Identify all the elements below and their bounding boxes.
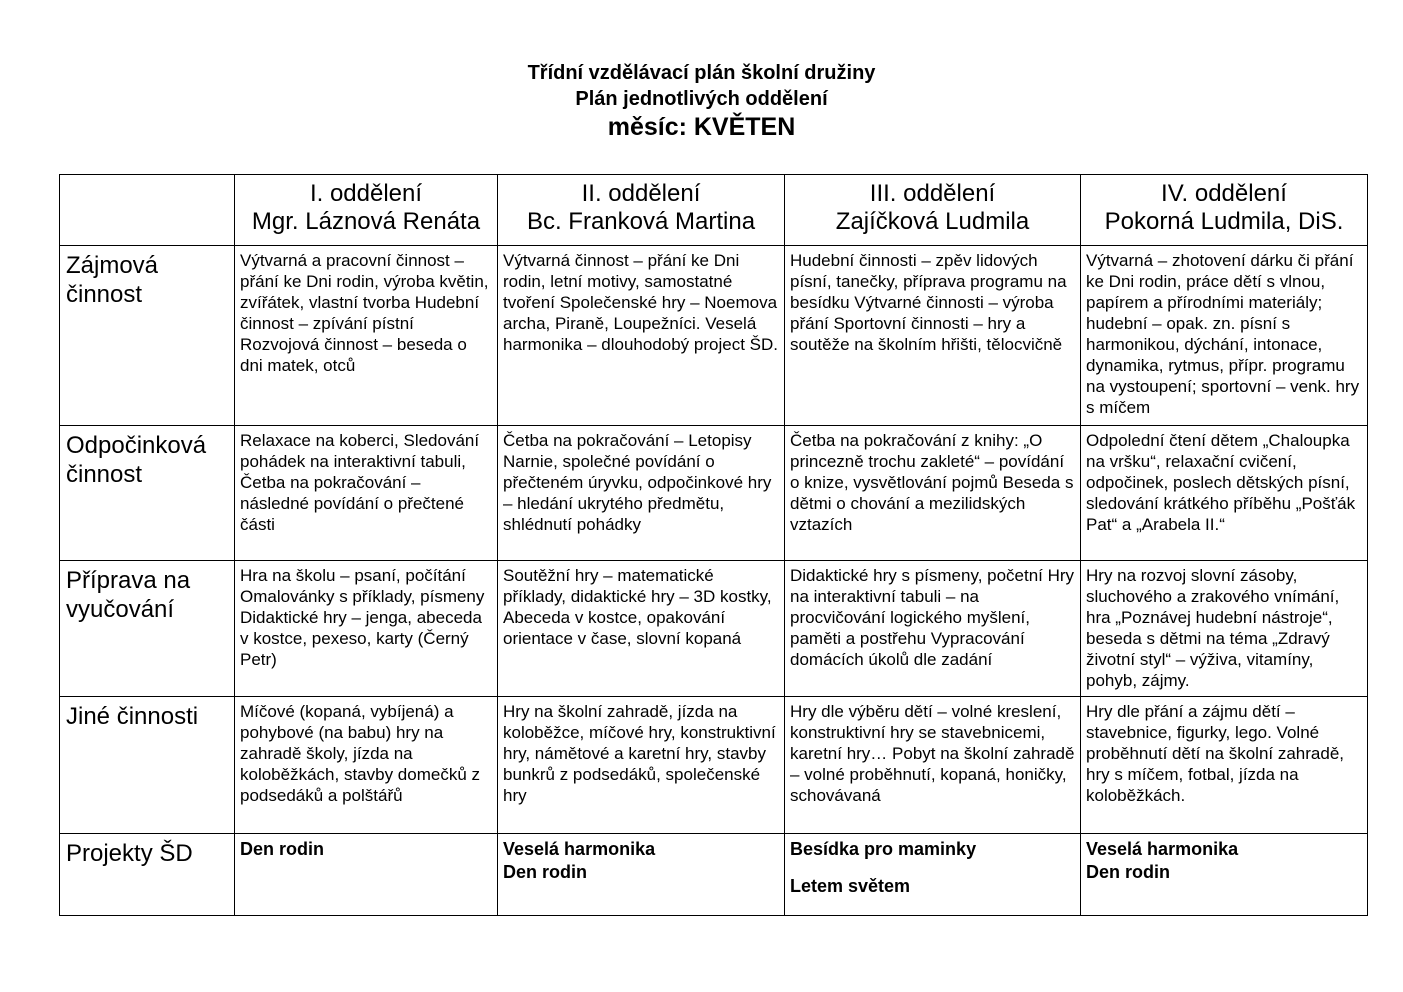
table-cell: Hry na školní zahradě, jízda na koloběžce, míčové hry, konstruktivní hry, námětové a karetní hry, stavby bunkrů z podsedáků, společenské hry — [498, 697, 785, 834]
row-label: Projekty ŠD — [60, 834, 235, 916]
table-cell: Hra na školu – psaní, počítání Omalovánky s příklady, písmeny Didaktické hry – jenga, abeceda v kostce, pexeso, karty (Černý Petr) — [235, 561, 498, 697]
project-cell — [235, 834, 498, 916]
table-row — [60, 561, 1368, 697]
table-cell: Relaxace na koberci, Sledování pohádek na interaktivní tabuli, Četba na pokračování – následné povídání o přečtené části — [235, 426, 498, 561]
table-cell: Didaktické hry s písmeny, početní Hry na interaktivní tabuli – na procvičování logického myšlení, paměti a postřehu Vypracování domácích úkolů dle zadání — [785, 561, 1081, 697]
table-cell: Míčové (kopaná, vybíjená) a pohybové (na babu) hry na zahradě školy, jízda na koloběžkách, stavby domečků z podsedáků a polštářů — [235, 697, 498, 834]
project-cell — [498, 834, 785, 916]
table-cell: Hry dle výběru dětí – volné kreslení, konstruktivní hry se stavebnicemi, karetní hry… Pobyt na školní zahradě – volné proběhnutí, kopaná, honičky, schovávaná — [785, 697, 1081, 834]
title-line-2: Plán jednotlivých oddělení — [575, 88, 828, 110]
dept-teacher: Zajíčková Ludmila — [835, 208, 1030, 235]
table-cell: Výtvarná – zhotovení dárku či přání ke Dni rodin, práce dětí s vlnou, papírem a přírodními materiály; hudební – opak. zn. písní s harmonikou, dýchání, intonace, dynamika, rytmus, přípr. programu na vystoupení; sportovní – venk. hry s míčem — [1081, 246, 1368, 426]
dept-name: I. oddělení — [309, 180, 423, 207]
table-cell: Četba na pokračování – Letopisy Narnie, společné povídání o přečteném úryvku, odpočinkové hry – hledání ukrytého předmětu, shlédnutí pohádky — [498, 426, 785, 561]
row-label: Odpočinková činnost — [60, 426, 235, 561]
table-cell: Hry dle přání a zájmu dětí – stavebnice, figurky, lego. Volné proběhnutí dětí na školní zahradě, hry s míčem, fotbal, jízda na koloběžkách. — [1081, 697, 1368, 834]
project-name: Den rodin — [240, 839, 324, 859]
dept-name: III. oddělení — [869, 180, 996, 207]
header-row — [60, 175, 1368, 246]
table-row — [60, 246, 1368, 426]
project-name: Veselá harmonika — [503, 839, 656, 859]
header-dept-2 — [498, 175, 785, 246]
header-dept-1 — [235, 175, 498, 246]
table-cell: Výtvarná činnost – přání ke Dni rodin, letní motivy, samostatné tvoření Společenské hry – Noemova archa, Piraně, Loupežníci. Veselá harmonika – dlouhodobý project ŠD. — [498, 246, 785, 426]
table-cell: Soutěžní hry – matematické příklady, didaktické hry – 3D kostky, Abeceda v kostce, opakování orientace v čase, slovní kopaná — [498, 561, 785, 697]
document-title — [0, 60, 1403, 142]
table-row — [60, 426, 1368, 561]
table-cell: Četba na pokračování z knihy: „O princezně trochu zakleté“ – povídání o knize, vysvětlování pojmů Beseda s dětmi o chování a mezilidských vztazích — [785, 426, 1081, 561]
table-cell: Výtvarná a pracovní činnost – přání ke Dni rodin, výroba květin, zvířátek, vlastní tvorba Hudební činnost – zpívání pístní Rozvojová činnost – beseda o dni matek, otců — [235, 246, 498, 426]
table-row — [60, 697, 1368, 834]
project-name: Besídka pro maminky — [790, 839, 977, 859]
table-cell: Odpolední čtení dětem „Chaloupka na vršku“, relaxační cvičení, odpočinek, poslech dětských písní, sledování krátkého příběhu „Pošťák Pat“ a „Arabela II.“ — [1081, 426, 1368, 561]
project-cell — [785, 834, 1081, 916]
project-name: Den rodin — [503, 862, 587, 882]
header-empty-cell — [60, 175, 235, 246]
dept-name: II. oddělení — [581, 180, 701, 207]
header-dept-3 — [785, 175, 1081, 246]
dept-teacher: Bc. Franková Martina — [526, 208, 756, 235]
table-cell: Hry na rozvoj slovní zásoby, sluchového a zrakového vnímání, hra „Poznávej hudební nástroje“, beseda s dětmi na téma „Zdravý životní styl“ – výživa, vitamíny, pohyb, zájmy. — [1081, 561, 1368, 697]
row-label: Jiné činnosti — [60, 697, 235, 834]
header-dept-4 — [1081, 175, 1368, 246]
title-line-1: Třídní vzdělávací plán školní družiny — [527, 62, 876, 84]
title-month: měsíc: KVĚTEN — [607, 113, 796, 141]
dept-teacher: Mgr. Láznová Renáta — [251, 208, 481, 235]
project-cell — [1081, 834, 1368, 916]
project-name: Veselá harmonika — [1086, 839, 1239, 859]
row-label: Příprava na vyučování — [60, 561, 235, 697]
projects-row — [60, 834, 1368, 916]
plan-table — [59, 174, 1368, 916]
table-cell: Hudební činnosti – zpěv lidových písní, tanečky, příprava programu na besídku Výtvarné činnosti – výroba přání Sportovní činnosti – hry a soutěže na školním hřišti, tělocvičně — [785, 246, 1081, 426]
project-name: Den rodin — [1086, 862, 1170, 882]
row-label: Zájmová činnost — [60, 246, 235, 426]
dept-name: IV. oddělení — [1161, 180, 1287, 207]
project-name: Letem světem — [790, 876, 911, 896]
dept-teacher: Pokorná Ludmila, DiS. — [1104, 208, 1344, 235]
